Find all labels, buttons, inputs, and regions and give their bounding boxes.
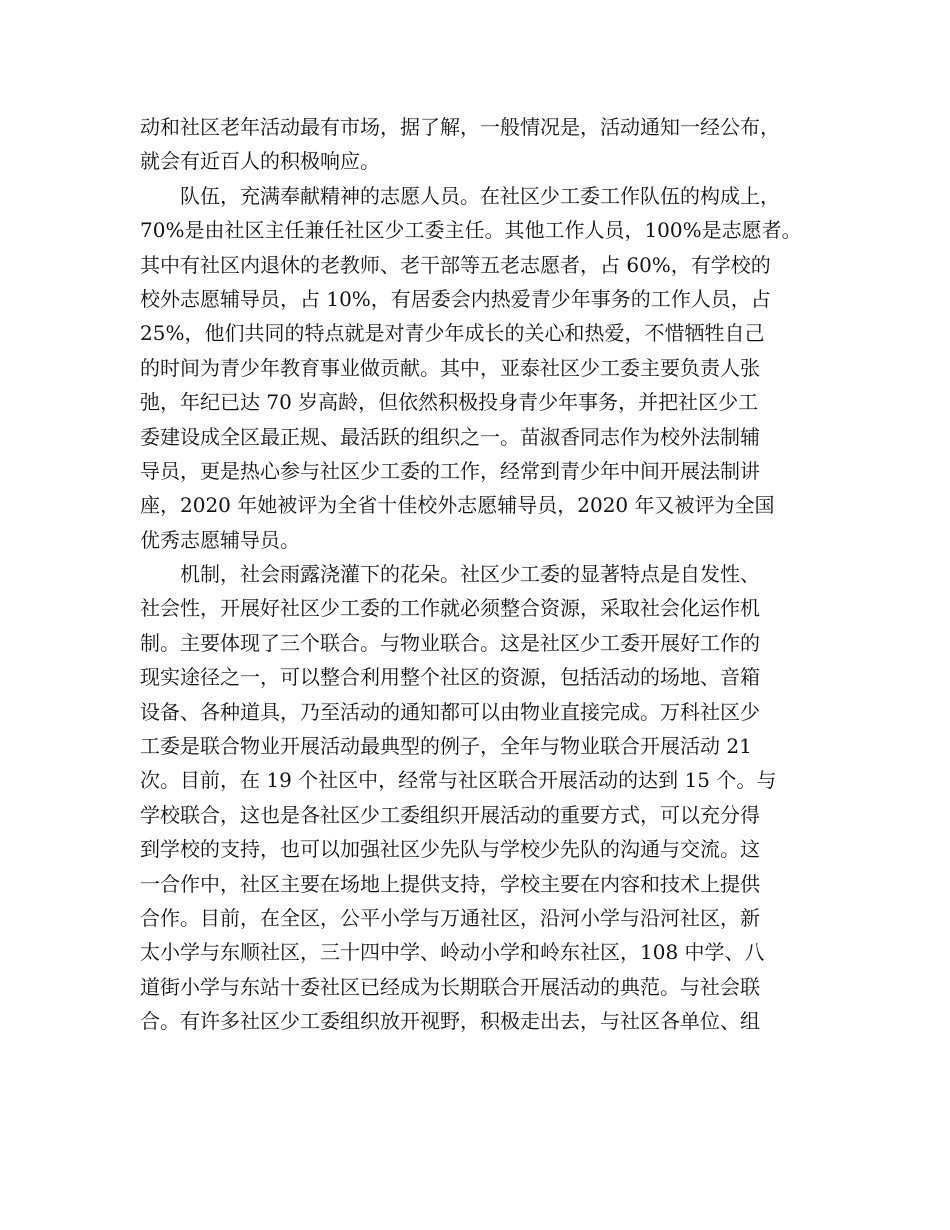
text-line: 社会性，开展好社区少工委的工作就必须整合资源，采取社会化运作机 (140, 596, 760, 621)
text-line: 校外志愿辅导员，占 10%，有居委会内热爱青少年事务的工作人员，占 (140, 286, 771, 311)
text-line: 其中有社区内退休的老教师、老干部等五老志愿者，占 60%，有学校的 (140, 252, 771, 277)
text-line: 制。主要体现了三个联合。与物业联合。这是社区少工委开展好工作的 (140, 630, 760, 655)
text-line: 道街小学与东站十委社区已经成为长期联合开展活动的典范。与社会联 (140, 974, 760, 999)
text-line: 的时间为青少年教育事业做贡献。其中，亚泰社区少工委主要负责人张 (140, 355, 760, 380)
document-body (140, 110, 820, 1039)
text-line: 就会有近百人的积极响应。 (140, 149, 380, 174)
text-line: 一合作中，社区主要在场地上提供支持，学校主要在内容和技术上提供 (140, 871, 760, 896)
text-line: 太小学与东顺社区，三十四中学、岭动小学和岭东社区，108 中学、八 (140, 940, 765, 965)
text-line: 座，2020 年她被评为全省十佳校外志愿辅导员，2020 年又被评为全国 (140, 493, 775, 518)
text-line: 合。有许多社区少工委组织放开视野，积极走出去，与社区各单位、组 (140, 1009, 760, 1034)
text-line: 优秀志愿辅导员。 (140, 527, 300, 552)
text-line: 工委是联合物业开展活动最典型的例子，全年与物业联合开展活动 21 (140, 734, 752, 759)
text-line: 队伍，充满奉献精神的志愿人员。在社区少工委工作队伍的构成上， (140, 183, 780, 208)
text-line: 现实途径之一，可以整合利用整个社区的资源，包括活动的场地、音箱 (140, 665, 760, 690)
text-line: 动和社区老年活动最有市场，据了解，一般情况是，活动通知一经公布， (140, 115, 780, 139)
text-line: 委建设成全区最正规、最活跃的组织之一。苗淑香同志作为校外法制辅 (140, 424, 760, 449)
text-line: 弛，年纪已达 70 岁高龄，但依然积极投身青少年事务，并把社区少工 (140, 390, 759, 415)
text-line: 导员，更是热心参与社区少工委的工作，经常到青少年中间开展法制讲 (140, 458, 760, 483)
text-line: 学校联合，这也是各社区少工委组织开展活动的重要方式，可以充分得 (140, 802, 760, 827)
text-line: 机制，社会雨露浇灌下的花朵。社区少工委的显著特点是自发性、 (140, 562, 760, 587)
text-line: 到学校的支持，也可以加强社区少先队与学校少先队的沟通与交流。这 (140, 837, 760, 862)
text-line: 次。目前，在 19 个社区中，经常与社区联合开展活动的达到 15 个。与 (140, 768, 777, 793)
text-line: 25%，他们共同的特点就是对青少年成长的关心和热爱，不惜牺牲自己 (140, 321, 765, 346)
text-line: 合作。目前，在全区，公平小学与万通社区，沿河小学与沿河社区，新 (140, 905, 760, 930)
text-line: 设备、各种道具，乃至活动的通知都可以由物业直接完成。万科社区少 (140, 699, 760, 724)
text-line: 70%是由社区主任兼任社区少工委主任。其他工作人员，100%是志愿者。 (140, 218, 802, 243)
